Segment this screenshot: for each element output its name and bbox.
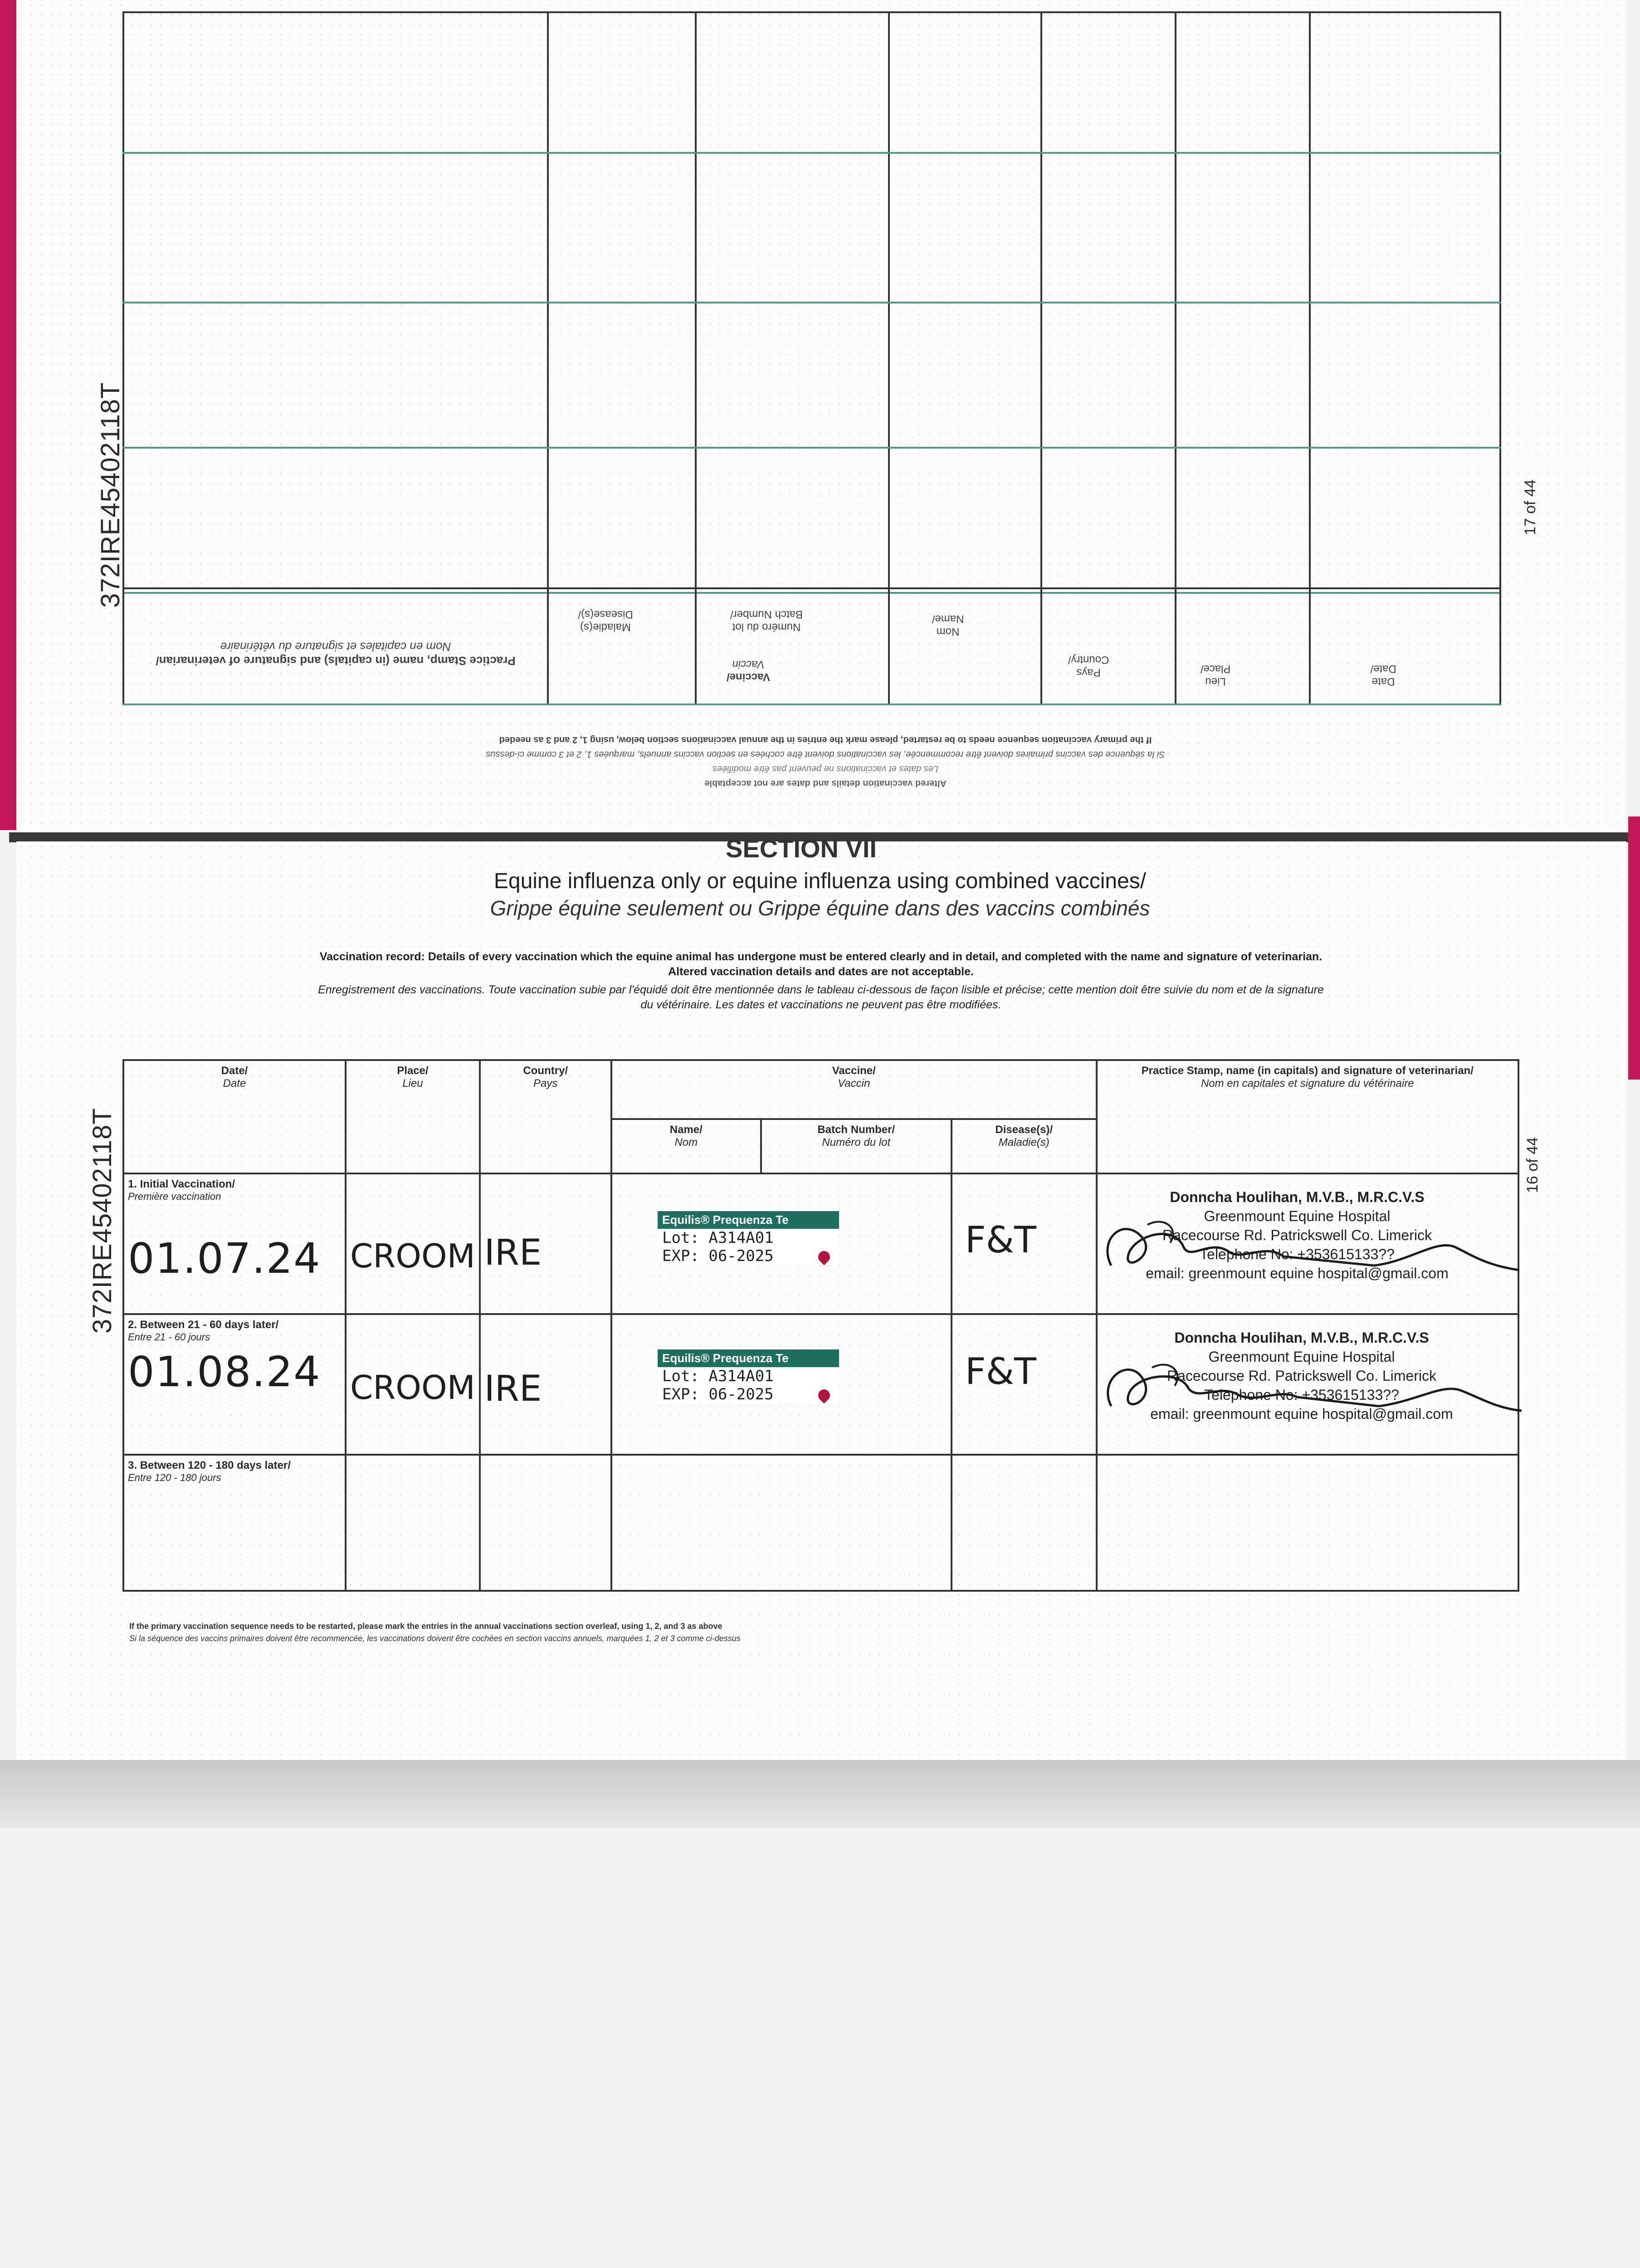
page-number-bottom: 16 of 44 [1524, 1137, 1541, 1193]
vet-hospital: Greenmount Equine Hospital [1204, 1208, 1391, 1224]
top-foot-2: Si la séquence des vaccins primaires doivent être recommencée, les vaccinations doivent être cochées en section vaccins annuels, marquées 1, 2 et 3 comme ci-dessus [486, 749, 1165, 759]
row3-label-fr: Entre 120 - 180 jours [128, 1472, 221, 1483]
vaccine-sticker-brand: Equilis® Prequenza Te [658, 1211, 839, 1229]
top-col-place [1184, 662, 1247, 688]
row1-place: CROOM [350, 1237, 475, 1275]
header-place [346, 1060, 480, 1173]
row2-disease-cell [952, 1314, 1097, 1455]
top-stamp-header-en: Practice Stamp, name (in capitals) and signature of veterinarian/ [156, 654, 516, 668]
row2-label: 2. Between 21 - 60 days later/ [128, 1319, 279, 1331]
vet-email: email: greenmount equine hospital@gmail.com [1146, 1265, 1449, 1281]
vaccine-lot: Lot: A314A01 [662, 1367, 774, 1385]
header-disease-en: Disease(s)/ [995, 1124, 1053, 1136]
vaccination-table [122, 1059, 1519, 1592]
vaccine-sticker-brand: Equilis® Prequenza Te [658, 1349, 839, 1367]
page-number-top: 17 of 44 [1522, 479, 1539, 535]
row2-disease: F&T [965, 1350, 1037, 1393]
vet-name: Donncha Houlihan, M.V.B., M.R.C.V.S [1170, 1189, 1425, 1205]
top-col-date-fr: Date [1372, 675, 1395, 688]
header-batch-fr: Numéro du lot [822, 1136, 891, 1149]
top-foot-1: If the primary vaccination sequence needs to be restarted, please mark the entries in the annual vaccinations section below, using 1, 2 and 3 as needed [499, 735, 1152, 745]
top-foot-4: Altered vaccination details and dates are not acceptable [704, 778, 947, 788]
top-col-name [903, 612, 993, 638]
vaccine-exp: EXP: 06-2025 [662, 1247, 774, 1265]
row1-date: 01.07.24 [128, 1234, 321, 1283]
top-page-grid [122, 11, 1501, 594]
table-row [123, 1455, 1518, 1591]
row2-date-cell [123, 1314, 346, 1455]
header-country-fr: Pays [533, 1077, 558, 1090]
row1-label-fr: Première vaccination [128, 1191, 221, 1202]
cover-edge-right [1628, 816, 1640, 1080]
row1-label: 1. Initial Vaccination/ [128, 1178, 235, 1190]
row1-disease: F&T [965, 1219, 1037, 1261]
vet-name: Donncha Houlihan, M.V.B., M.R.C.V.S [1174, 1330, 1429, 1346]
footnote-en: If the primary vaccination sequence needs to be restarted, please mark the entries in the annual vaccinations section overleaf, using 1, 2, and 3 as above [129, 1622, 722, 1631]
row3-country-cell [480, 1455, 611, 1591]
passport-id-top: 372IRE45402118T [96, 382, 125, 608]
intro-text-fr: Enregistrement des vaccinations. Toute vaccination subie par l'équidé doit être mentionnée dans le tableau ci-dessous de façon lisible et précise; cette mention doit être suivie du nom et de la signature [318, 983, 1324, 996]
top-vaccine-header [680, 658, 816, 683]
intro-text-en: Vaccination record: Details of every vaccination which the equine animal has undergone must be entered clearly and in detail, and completed with the name and signature of veterinarian. [319, 950, 1323, 963]
header-vaccine [611, 1060, 1097, 1119]
vaccine-lot: Lot: A314A01 [662, 1229, 774, 1247]
header-name-fr: Nom [674, 1136, 698, 1149]
top-col-country-en: Country/ [1068, 654, 1109, 666]
row1-country-cell [480, 1173, 611, 1314]
header-disease-fr: Maladie(s) [998, 1136, 1049, 1149]
row2-country-cell [480, 1314, 611, 1455]
intro-text-en-2: Altered vaccination details and dates are not acceptable. [668, 965, 974, 978]
top-col-batch-fr: Numéro du lot [732, 621, 801, 633]
page-shadow [0, 1760, 1640, 1828]
row3-disease-cell [952, 1455, 1097, 1591]
header-name-en: Name/ [669, 1124, 703, 1136]
top-col-date-en: Date/ [1370, 663, 1396, 675]
row1-disease-cell [952, 1173, 1097, 1314]
row2-place-cell [346, 1314, 480, 1455]
top-stamp-header-fr: Nom en capitales et signature du vétérinaire [220, 640, 451, 654]
top-vaccine-label: Vaccine/ [726, 671, 771, 683]
header-stamp-fr: Nom en capitales et signature du vétérinaire [1201, 1077, 1414, 1090]
header-date-fr: Date [223, 1077, 246, 1090]
row3-vaccine-cell [611, 1455, 952, 1591]
top-col-disease-fr: Maladie(s) [580, 621, 631, 633]
section-label: SECTION VII [726, 834, 877, 863]
vaccine-exp: EXP: 06-2025 [662, 1385, 774, 1403]
top-col-place-fr: Lieu [1205, 675, 1226, 688]
cover-edge-left [0, 0, 16, 830]
header-country-en: Country/ [523, 1065, 568, 1077]
vet-phone: Telephone No: +353615133?? [1200, 1246, 1395, 1262]
vet-address: Racecourse Rd. Patrickswell Co. Limerick [1167, 1368, 1436, 1384]
vaccine-sticker-row1 [658, 1211, 839, 1265]
header-stamp [1097, 1060, 1518, 1173]
top-stamp-header [150, 640, 522, 668]
top-col-batch-en: Batch Number/ [730, 608, 803, 621]
top-vaccine-label-fr: Vaccin [732, 658, 765, 670]
top-col-country-fr: Pays [1076, 666, 1101, 679]
header-place-fr: Lieu [402, 1077, 423, 1090]
header-country [480, 1060, 611, 1173]
vet-phone: Telephone No: +353615133?? [1204, 1387, 1399, 1403]
vet-address: Racecourse Rd. Patrickswell Co. Limerick [1162, 1227, 1432, 1243]
header-disease [952, 1119, 1097, 1173]
header-date [123, 1060, 346, 1173]
row1-date-cell [123, 1173, 346, 1314]
row2-place: CROOM [350, 1369, 475, 1407]
row1-country: IRE [484, 1232, 542, 1273]
header-vaccine-fr: Vaccin [838, 1077, 870, 1090]
top-col-name-en: Name/ [932, 613, 964, 625]
vet-hospital: Greenmount Equine Hospital [1208, 1349, 1395, 1365]
header-name [611, 1119, 761, 1173]
row2-label-fr: Entre 21 - 60 jours [128, 1331, 210, 1343]
top-foot-3: Les dates et vaccinations ne peuvent pas être modifiées [712, 764, 939, 774]
header-batch-en: Batch Number/ [817, 1124, 895, 1136]
top-col-place-en: Place/ [1200, 663, 1231, 675]
header-place-en: Place/ [397, 1065, 429, 1077]
row3-place-cell [346, 1455, 480, 1591]
vet-email: email: greenmount equine hospital@gmail.com [1150, 1406, 1453, 1422]
top-col-name-fr: Nom [936, 626, 960, 638]
header-date-en: Date/ [221, 1065, 248, 1077]
passport-id-bottom: 372IRE45402118T [88, 1108, 117, 1334]
top-col-batch [694, 608, 839, 633]
row2-date: 01.08.24 [128, 1348, 321, 1396]
footnote-fr: Si la séquence des vaccins primaires doivent être recommencée, les vaccinations doivent être cochées en section vaccins annuels, marquées 1, 2 et 3 comme ci-dessus [129, 1634, 741, 1643]
row3-stamp-cell [1097, 1455, 1518, 1591]
row2-country: IRE [484, 1369, 542, 1409]
top-col-date [1352, 662, 1415, 688]
header-vaccine-en: Vaccine/ [832, 1065, 876, 1077]
header-batch [761, 1119, 952, 1173]
top-col-disease [547, 608, 664, 633]
top-col-country [1052, 653, 1125, 679]
section-title-en: Equine influenza only or equine influenza using combined vaccines/ [493, 869, 1147, 893]
vaccine-sticker-row2 [658, 1349, 839, 1403]
intro-text-fr-2: du vétérinaire. Les dates et vaccinations ne peuvent pas être modifiées. [640, 998, 1001, 1011]
section-title-fr: Grippe équine seulement ou Grippe équine dans des vaccins combinés [490, 896, 1150, 920]
row3-date-cell [123, 1455, 346, 1591]
row1-place-cell [346, 1173, 480, 1314]
row3-label: 3. Between 120 - 180 days later/ [128, 1459, 291, 1471]
vet-signature-row1 [1093, 1198, 1524, 1288]
vet-signature-row2 [1088, 1343, 1524, 1429]
header-stamp-en: Practice Stamp, name (in capitals) and signature of veterinarian/ [1141, 1065, 1474, 1077]
top-footnotes [236, 733, 1415, 791]
top-col-disease-en: Disease(s)/ [578, 608, 633, 621]
